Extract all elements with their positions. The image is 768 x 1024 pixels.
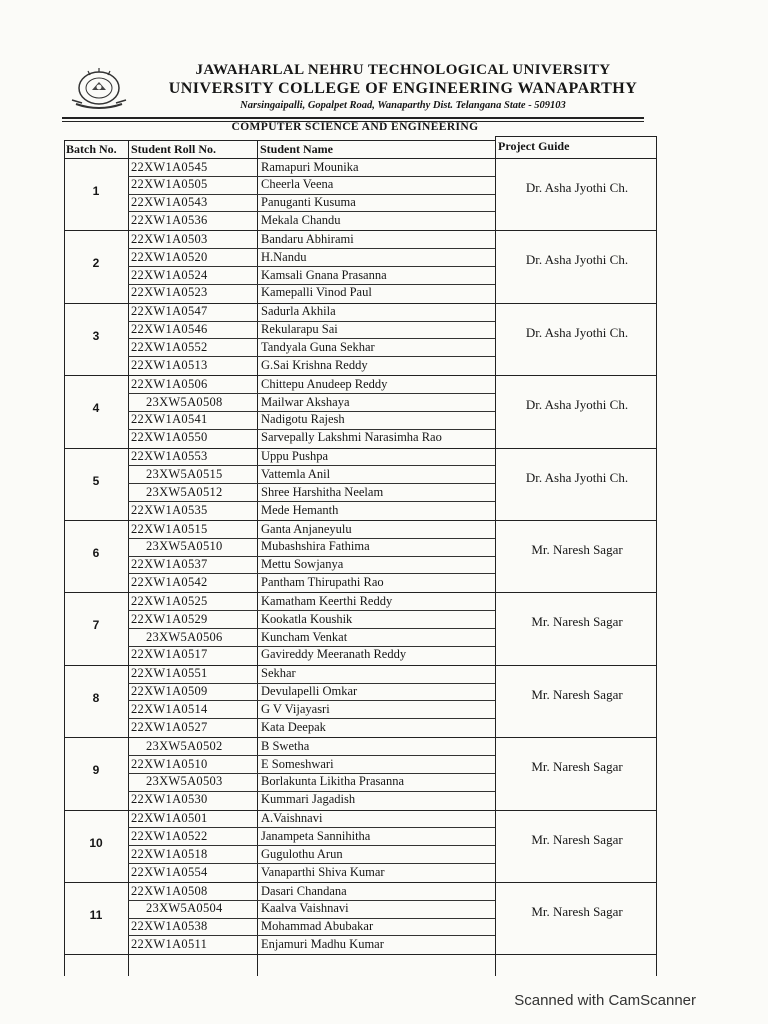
batch-number: 9: [92, 763, 100, 778]
project-guide-name: Dr. Asha Jyothi Ch.: [525, 397, 629, 413]
project-guide-name: Dr. Asha Jyothi Ch.: [525, 469, 629, 485]
student-name: Pantham Thirupathi Rao: [261, 574, 384, 589]
student-name: Bandaru Abhirami: [261, 231, 354, 246]
student-name: Sarvepally Lakshmi Narasimha Rao: [261, 430, 442, 445]
university-name: JAWAHARLAL NEHRU TECHNOLOGICAL UNIVERSITY: [195, 62, 611, 78]
row-divider: [128, 827, 495, 828]
student-roll-no: 22XW1A0513: [131, 357, 208, 372]
batch-number: 8: [92, 690, 100, 705]
student-name: Dasari Chandana: [261, 883, 347, 898]
project-guide-name: Mr. Naresh Sagar: [531, 542, 623, 557]
student-name: Gugulothu Arun: [261, 846, 343, 861]
batch-divider: [64, 954, 656, 955]
student-roll-no: 22XW1A0515: [131, 521, 208, 536]
student-roll-no: 22XW1A0514: [131, 701, 208, 716]
student-name: Kuncham Venkat: [261, 629, 348, 644]
row-divider: [128, 465, 495, 466]
student-name: Mettu Sowjanya: [261, 557, 344, 572]
student-name: Uppu Pushpa: [261, 449, 329, 464]
student-name: B Swetha: [261, 738, 310, 753]
student-roll-no: 22XW1A0551: [131, 666, 208, 681]
batch-number: 6: [92, 546, 100, 560]
student-roll-no: 22XW1A0527: [131, 719, 208, 734]
row-divider: [128, 284, 495, 285]
student-roll-no: 23XW5A0512: [146, 484, 223, 499]
row-divider: [128, 483, 495, 484]
student-name: Kamepalli Vinod Paul: [261, 285, 372, 300]
student-name: Devulapelli Omkar: [261, 684, 358, 699]
batch-number: 2: [92, 256, 100, 271]
row-divider: [128, 411, 495, 412]
camscanner-watermark: Scanned with CamScanner: [514, 992, 696, 1009]
college-name: UNIVERSITY COLLEGE OF ENGINEERING WANAPARTHY: [168, 80, 638, 97]
student-name: Vanaparthi Shiva Kumar: [261, 864, 385, 879]
student-roll-no: 22XW1A0541: [131, 412, 208, 427]
student-roll-no: 22XW1A0545: [131, 159, 208, 174]
student-roll-no: 22XW1A0509: [131, 684, 208, 699]
college-address: Narsingaipalli, Gopalpet Road, Wanaparthy Dist. Telangana State - 509103: [240, 100, 566, 111]
student-name: Ganta Anjaneyulu: [261, 521, 352, 536]
student-roll-no: 22XW1A0530: [131, 792, 208, 807]
student-name: Shree Harshitha Neelam: [261, 484, 384, 499]
student-name: Sekhar: [261, 666, 296, 681]
column-divider: [495, 136, 496, 976]
student-roll-no: 22XW1A0520: [131, 249, 208, 264]
column-header-batch-no: Batch No.: [66, 142, 117, 156]
student-roll-no: 22XW1A0508: [131, 883, 208, 898]
batch-cell: [66, 882, 126, 954]
student-roll-no: 22XW1A0506: [131, 376, 208, 391]
row-divider: [128, 845, 495, 846]
project-guide-name: Mr. Naresh Sagar: [531, 831, 623, 847]
student-roll-no: 23XW5A0503: [146, 774, 223, 789]
batch-cell: [66, 810, 126, 882]
department-name: COMPUTER SCIENCE AND ENGINEERING: [231, 121, 479, 133]
student-name: Mohammad Abubakar: [261, 919, 374, 934]
row-divider: [128, 935, 495, 936]
batch-number: 11: [89, 908, 103, 922]
batch-cell: [66, 230, 126, 302]
student-roll-no: 22XW1A0524: [131, 267, 208, 282]
row-divider: [128, 176, 495, 177]
row-divider: [128, 429, 495, 430]
row-divider: [128, 700, 495, 701]
student-roll-no: 22XW1A0522: [131, 828, 208, 843]
student-roll-no: 23XW5A0506: [146, 629, 223, 644]
student-roll-no: 22XW1A0543: [131, 195, 208, 210]
student-roll-no: 23XW5A0515: [146, 466, 223, 481]
student-name: Rekularapu Sai: [261, 322, 338, 337]
row-divider: [128, 338, 495, 339]
column-header-project-guide: Project Guide: [498, 139, 570, 153]
header-divider: [62, 117, 644, 119]
batch-number: 3: [92, 328, 100, 343]
student-name: Kamatham Keerthi Reddy: [261, 593, 393, 608]
table-border-left: [64, 140, 65, 976]
row-divider: [128, 393, 495, 394]
table-border-top: [495, 136, 656, 137]
batch-cell: [66, 448, 126, 520]
student-roll-no: 22XW1A0538: [131, 919, 208, 934]
batch-number: 10: [89, 835, 103, 850]
batch-cell: [66, 520, 126, 592]
row-divider: [128, 863, 495, 864]
student-roll-no: 22XW1A0529: [131, 611, 208, 626]
batch-cell: [66, 303, 126, 375]
student-roll-no: 22XW1A0503: [131, 231, 208, 246]
student-name: Mede Hemanth: [261, 502, 339, 517]
project-guide-name: Dr. Asha Jyothi Ch.: [525, 252, 629, 268]
row-divider: [128, 773, 495, 774]
student-roll-no: 22XW1A0553: [131, 449, 208, 464]
student-name: Sadurla Akhila: [261, 304, 336, 319]
student-roll-no: 23XW5A0510: [146, 539, 223, 554]
row-divider: [128, 646, 495, 647]
student-name: Gavireddy Meeranath Reddy: [261, 647, 407, 662]
student-name: Kookatla Koushik: [261, 611, 353, 626]
project-guide-name: Mr. Naresh Sagar: [531, 759, 623, 775]
project-guide-name: Mr. Naresh Sagar: [531, 614, 623, 630]
row-divider: [128, 211, 495, 212]
row-divider: [128, 791, 495, 792]
student-roll-no: 22XW1A0518: [131, 846, 208, 861]
student-roll-no: 22XW1A0511: [131, 936, 208, 951]
student-roll-no: 22XW1A0554: [131, 864, 208, 879]
student-name: Ramapuri Mounika: [261, 159, 359, 174]
row-divider: [128, 356, 495, 357]
student-name: Enjamuri Madhu Kumar: [261, 936, 384, 951]
student-name: E Someshwari: [261, 756, 334, 771]
student-name: Nadigotu Rajesh: [261, 412, 345, 427]
student-name: G.Sai Krishna Reddy: [261, 357, 368, 372]
project-guide-name: Dr. Asha Jyothi Ch.: [525, 324, 629, 340]
student-roll-no: 22XW1A0537: [131, 557, 208, 572]
student-roll-no: 22XW1A0536: [131, 212, 208, 227]
column-header-student-name: Student Name: [260, 142, 334, 156]
student-name: Janampeta Sannihitha: [261, 828, 371, 843]
student-roll-no: 23XW5A0504: [146, 901, 223, 916]
student-name: A.Vaishnavi: [261, 811, 323, 826]
student-roll-no: 22XW1A0525: [131, 593, 208, 608]
student-roll-no: 22XW1A0501: [131, 811, 208, 826]
student-name: Kata Deepak: [261, 719, 326, 734]
student-roll-no: 22XW1A0505: [131, 177, 208, 192]
row-divider: [128, 573, 495, 574]
row-divider: [128, 194, 495, 195]
student-name: Kummari Jagadish: [261, 792, 356, 807]
student-roll-no: 23XW5A0508: [146, 394, 223, 409]
student-roll-no: 22XW1A0510: [131, 756, 208, 771]
student-roll-no: 22XW1A0546: [131, 322, 208, 337]
student-name: Panuganti Kusuma: [261, 195, 356, 210]
batch-cell: [66, 665, 126, 737]
row-divider: [128, 755, 495, 756]
row-divider: [128, 900, 495, 901]
student-name: G V Vijayasri: [261, 701, 330, 716]
row-divider: [128, 918, 495, 919]
student-name: Tandyala Guna Sekhar: [261, 339, 375, 354]
student-name: Borlakunta Likitha Prasanna: [261, 774, 405, 789]
row-divider: [128, 266, 495, 267]
student-name: Chittepu Anudeep Reddy: [261, 376, 388, 391]
batch-number: 7: [92, 618, 100, 633]
student-roll-no: 22XW1A0542: [131, 574, 208, 589]
row-divider: [128, 610, 495, 611]
student-roll-no: 22XW1A0552: [131, 339, 208, 354]
batch-cell: [66, 592, 126, 664]
project-guide-name: Dr. Asha Jyothi Ch.: [525, 180, 629, 195]
student-name: Mailwar Akshaya: [261, 394, 350, 409]
batch-number: 1: [92, 184, 100, 198]
student-roll-no: 22XW1A0517: [131, 647, 208, 662]
student-name: H.Nandu: [261, 249, 307, 264]
batch-number: 4: [92, 401, 100, 416]
student-roll-no: 22XW1A0547: [131, 304, 208, 319]
row-divider: [128, 501, 495, 502]
student-roll-no: 22XW1A0535: [131, 502, 208, 517]
row-divider: [128, 248, 495, 249]
student-roll-no: 22XW1A0523: [131, 285, 208, 300]
row-divider: [128, 683, 495, 684]
batch-number: 5: [92, 473, 100, 488]
student-name: Mekala Chandu: [261, 212, 341, 227]
project-guide-name: Mr. Naresh Sagar: [531, 686, 623, 702]
row-divider: [128, 718, 495, 719]
student-name: Mubashshira Fathima: [261, 539, 370, 554]
batch-cell: [66, 158, 126, 230]
row-divider: [128, 538, 495, 539]
row-divider: [128, 556, 495, 557]
university-seal-icon: [68, 66, 130, 112]
student-roll-no: 22XW1A0550: [131, 430, 208, 445]
table-border-right: [656, 136, 657, 976]
project-guide-name: Mr. Naresh Sagar: [531, 904, 623, 919]
student-roll-no: 23XW5A0502: [146, 738, 223, 753]
student-name: Cheerla Veena: [261, 177, 334, 192]
student-name: Kaalva Vaishnavi: [261, 901, 349, 916]
table-border-top: [64, 140, 495, 141]
column-header-roll-no: Student Roll No.: [131, 142, 217, 156]
student-name: Vattemla Anil: [261, 466, 331, 481]
row-divider: [128, 321, 495, 322]
student-name: Kamsali Gnana Prasanna: [261, 267, 387, 282]
batch-cell: [66, 737, 126, 809]
batch-cell: [66, 375, 126, 447]
row-divider: [128, 628, 495, 629]
